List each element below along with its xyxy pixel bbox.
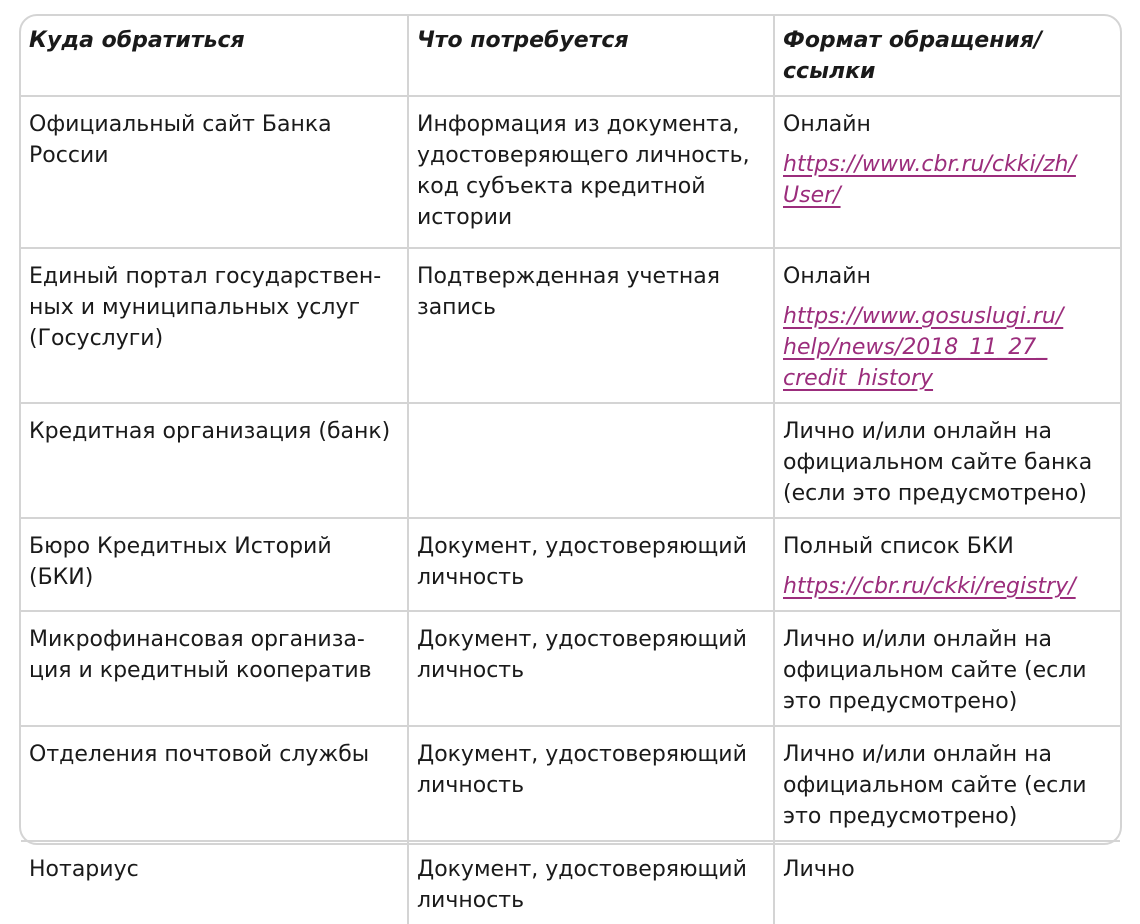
table-row [21, 726, 1120, 841]
gosuslugi-link[interactable]: https://www.gosuslugi.ru/ help/news/2018_11_27_ credit_history [783, 304, 1064, 391]
header-row [21, 16, 1120, 96]
cell-where: Нотариус [21, 841, 408, 924]
cell-where: Кредитная организация (банк) [21, 403, 408, 518]
credit-history-table-frame [19, 14, 1122, 913]
table-row [21, 403, 1120, 518]
header-format: Формат обращения/ ссылки [774, 16, 1120, 96]
cell-format: Онлайн https://www.gosuslugi.ru/ help/news/2018_11_27_ credit_history [774, 248, 1120, 403]
cell-where: Микрофинансовая организа- ция и кредитный кооператив [21, 611, 408, 726]
table-row [21, 248, 1120, 403]
cell-format: Лично [783, 857, 855, 882]
cell-where: Единый портал государствен- ных и муниципальных услуг (Госуслуги) [21, 248, 408, 403]
bki-registry-link[interactable]: https://cbr.ru/ckki/registry/ [783, 574, 1076, 599]
cell-format: Лично и/или онлайн на официальном сайте (если это предусмотрено) [774, 611, 1120, 726]
cell-need: Подтвержденная учетная запись [408, 248, 774, 403]
header-need: Что потребуется [408, 16, 774, 96]
cell-need [408, 403, 774, 518]
table-row [21, 518, 1120, 611]
cell-where: Отделения почтовой службы [21, 726, 408, 841]
cell-format: Лично и/или онлайн на официальном сайте банка (если это предусмотрено) [774, 403, 1120, 518]
cell-need: Документ, удостоверяющий личность [408, 611, 774, 726]
credit-history-table [21, 16, 1120, 924]
cell-need: Документ, удостоверяющий личность [408, 518, 774, 611]
cbr-user-link[interactable]: https://www.cbr.ru/ckki/zh/ User/ [783, 152, 1076, 208]
cell-where: Бюро Кредитных Историй (БКИ) [21, 518, 408, 611]
header-where: Куда обратиться [21, 16, 408, 96]
table-row [21, 611, 1120, 726]
cell-need: Документ, удостоверяющий личность [408, 841, 774, 924]
cell-where: Официальный сайт Банка России [21, 96, 408, 248]
cell-need: Документ, удостоверяющий личность [408, 726, 774, 841]
table-row [21, 841, 1120, 924]
cell-format: Лично и/или онлайн на официальном сайте (если это предусмотрено) [774, 726, 1120, 841]
cell-format: Онлайн https://www.cbr.ru/ckki/zh/ User/ [774, 96, 1120, 248]
cell-format: Полный список БКИ https://cbr.ru/ckki/registry/ [774, 518, 1120, 611]
table-row [21, 96, 1120, 248]
cell-need: Информация из документа, удостоверяющего личность, код субъекта кредитной истории [408, 96, 774, 248]
